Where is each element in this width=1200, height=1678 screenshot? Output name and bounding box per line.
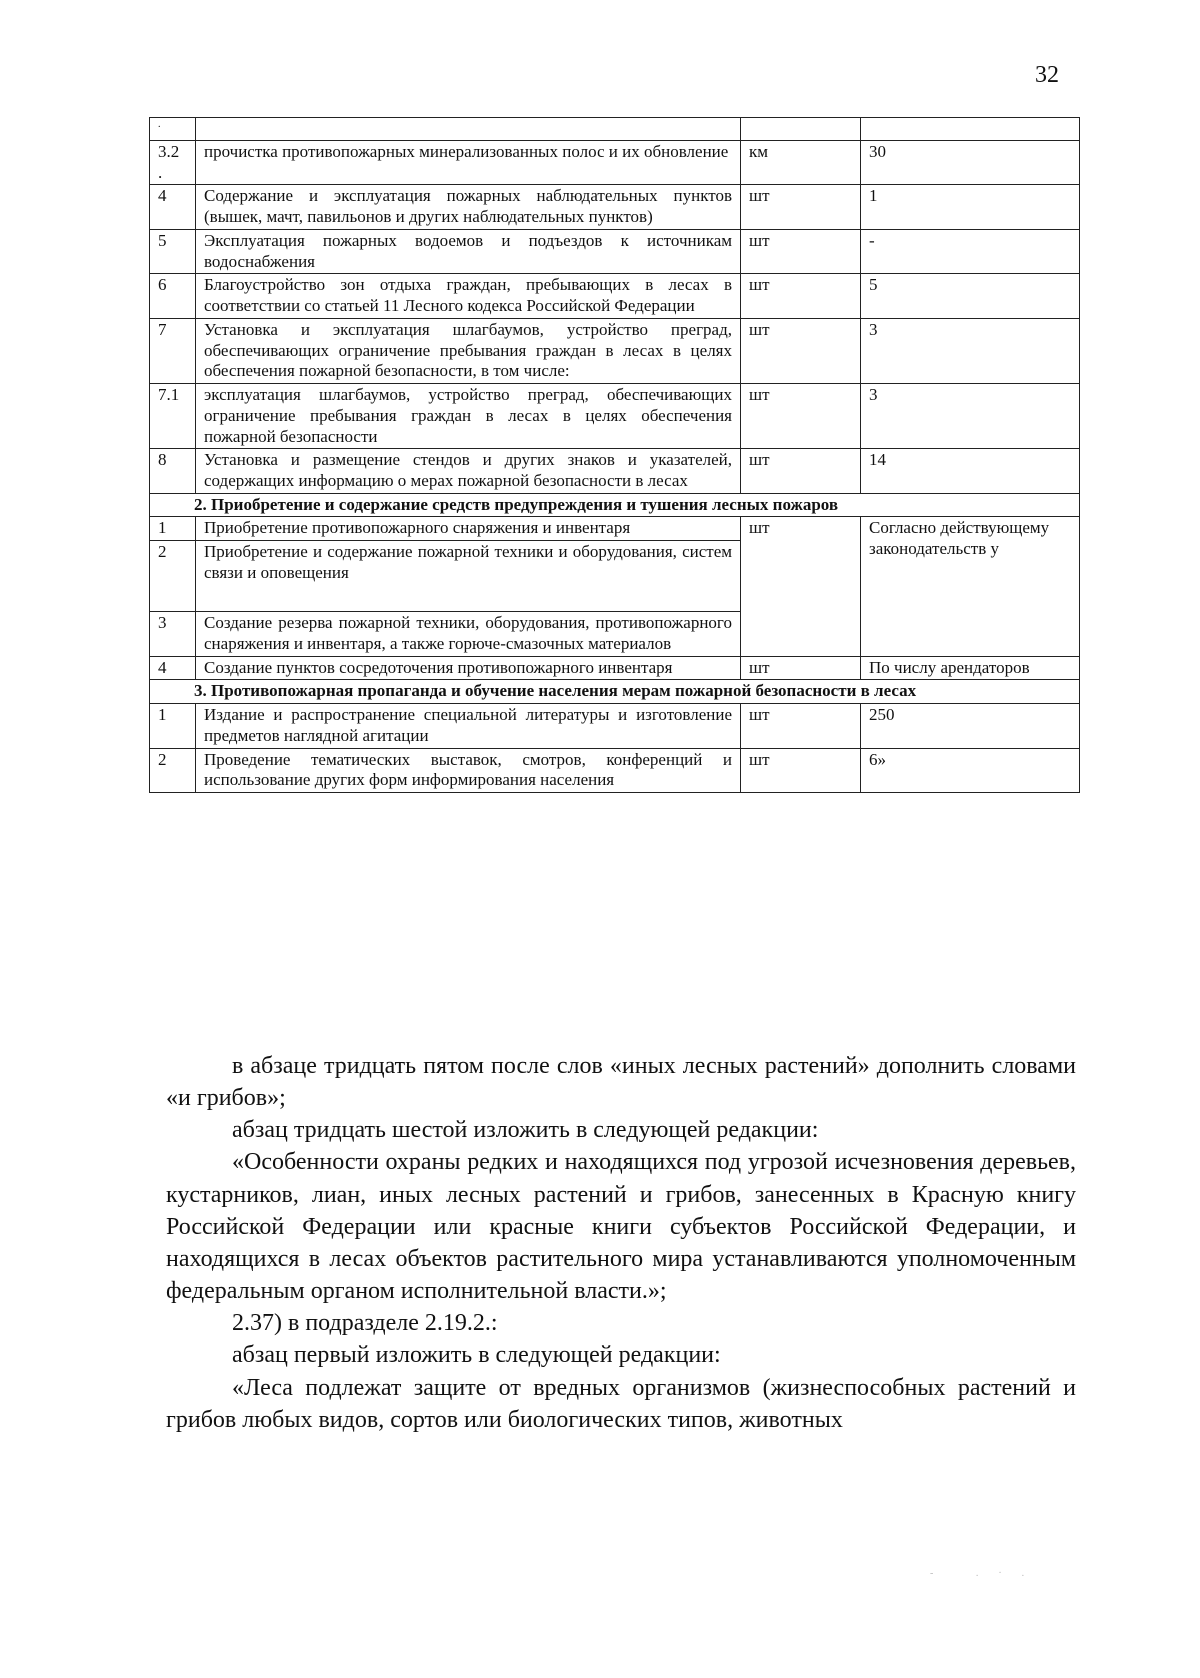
paragraph: абзац тридцать шестой изложить в следующей редакции: [232, 1117, 819, 1144]
table-cell-desc: Проведение тематических выставок, смотров, конференций и использование других форм информирования населения [196, 748, 741, 792]
table-cell-desc: Установка и эксплуатация шлагбаумов, устройство преград, обеспечивающих ограничение пребывания граждан в лесах в целях обеспечения пожарной безопасности, в том числе: [196, 318, 741, 383]
table-cell-num: . [150, 118, 196, 141]
paragraph: «Леса подлежат защите от вредных организмов (жизнеспособных растений и грибов любых видов, сортов или биологических типов, животных [166, 1374, 1076, 1433]
table-cell-unit: шт [741, 318, 861, 383]
table-cell-num: 4 [150, 656, 196, 680]
table-cell-num: 4 [150, 185, 196, 229]
table-cell-num: 7.1 [150, 384, 196, 449]
table-cell-desc: эксплуатация шлагбаумов, устройство преград, обеспечивающих ограничение пребывания граждан в лесах в целях обеспечения пожарной безопасности [196, 384, 741, 449]
paragraph: в абзаце тридцать пятом после слов «иных лесных растений» дополнить словами «и грибов»; [166, 1053, 1076, 1112]
table-cell-num: 3 [150, 612, 196, 656]
scan-mark: - .·. [930, 1568, 1045, 1579]
table-row [150, 517, 1080, 541]
table-cell-value: 3 [861, 384, 1080, 449]
table-cell-desc: Содержание и эксплуатация пожарных наблюдательных пунктов (вышек, мачт, павильонов и других наблюдательных пунктов) [196, 185, 741, 229]
table-cell-unit: шт [741, 229, 861, 273]
paragraph: абзац первый изложить в следующей редакции: [232, 1342, 721, 1369]
table-cell-unit: км [741, 141, 861, 185]
table-cell-value [861, 118, 1080, 141]
table-cell-desc: прочистка противопожарных минерализованных полос и их обновление [196, 141, 741, 185]
table-section-header [150, 493, 1080, 517]
table-cell-desc [196, 118, 741, 141]
table-cell-desc: Приобретение противопожарного снаряжения и инвентаря [196, 517, 741, 541]
table-cell-unit: шт [741, 748, 861, 792]
paragraph: 2.37) в подразделе 2.19.2.: [232, 1310, 498, 1337]
table-cell-value: 1 [861, 185, 1080, 229]
table-cell-unit: шт [741, 704, 861, 748]
table-cell-num: 5 [150, 229, 196, 273]
table-row [150, 185, 1080, 229]
section-title: 2. Приобретение и содержание средств предупреждения и тушения лесных пожаров [150, 493, 1080, 517]
table-cell-desc: Приобретение и содержание пожарной техники и оборудования, систем связи и оповещения [196, 541, 741, 612]
table-cell-desc: Издание и распространение специальной литературы и изготовление предметов наглядной агитации [196, 704, 741, 748]
table-row [150, 229, 1080, 273]
table-cell-num: 3.2 . [150, 141, 196, 185]
table-row [150, 449, 1080, 493]
table-cell-value: 250 [861, 704, 1080, 748]
table-cell-desc: Создание резерва пожарной техники, оборудования, противопожарного снаряжения и инвентаря, а также горюче-смазочных материалов [196, 612, 741, 656]
table-row [150, 384, 1080, 449]
table-cell-num: 7 [150, 318, 196, 383]
table-cell-desc: Установка и размещение стендов и других знаков и указателей, содержащих информацию о мерах пожарной безопасности в лесах [196, 449, 741, 493]
table-row-top-strip [150, 118, 1080, 141]
table-cell-value: 14 [861, 449, 1080, 493]
table-cell-value: Согласно действующему законодательств у [861, 517, 1080, 656]
table-cell-num: 8 [150, 449, 196, 493]
table-row [150, 656, 1080, 680]
table-row [150, 274, 1080, 318]
table-cell-num: 2 [150, 748, 196, 792]
table-cell-unit [741, 118, 861, 141]
table-cell-desc: Создание пунктов сосредоточения противопожарного инвентаря [196, 656, 741, 680]
table-cell-unit: шт [741, 656, 861, 680]
table-cell-desc: Эксплуатация пожарных водоемов и подъездов к источникам водоснабжения [196, 229, 741, 273]
table-cell-value: 3 [861, 318, 1080, 383]
table-row [150, 704, 1080, 748]
measures-table [149, 117, 1080, 793]
table-row [150, 318, 1080, 383]
table-cell-num: 2 [150, 541, 196, 612]
table-cell-desc: Благоустройство зон отдыха граждан, пребывающих в лесах в соответствии со статьей 11 Лесного кодекса Российской Федерации [196, 274, 741, 318]
table-row [150, 748, 1080, 792]
section-title: 3. Противопожарная пропаганда и обучение населения мерам пожарной безопасности в лесах [150, 680, 1080, 704]
table-cell-num: 1 [150, 704, 196, 748]
table-cell-unit: шт [741, 274, 861, 318]
table-cell-value: 6» [861, 748, 1080, 792]
page-number: 32 [1035, 62, 1059, 88]
table-cell-unit: шт [741, 384, 861, 449]
table-section-header [150, 680, 1080, 704]
table-cell-num: 6 [150, 274, 196, 318]
table-cell-value: 5 [861, 274, 1080, 318]
table-cell-value: - [861, 229, 1080, 273]
table-cell-unit: шт [741, 517, 861, 656]
table-cell-unit: шт [741, 449, 861, 493]
table-cell-unit: шт [741, 185, 861, 229]
table-row [150, 141, 1080, 185]
table-cell-value: По числу арендаторов [861, 656, 1080, 680]
body-text [166, 1050, 1076, 1436]
table-cell-num: 1 [150, 517, 196, 541]
paragraph: «Особенности охраны редких и находящихся под угрозой исчезновения деревьев, кустарников, лиан, иных лесных растений и грибов, занесенных в Красную книгу Российской Федерации или красные книги субъектов Российской Федерации, и находящихся в лесах объектов растительного мира устанавливаются уполномоченным федеральным органом исполнительной власти.»; [166, 1149, 1076, 1305]
table-cell-value: 30 [861, 141, 1080, 185]
